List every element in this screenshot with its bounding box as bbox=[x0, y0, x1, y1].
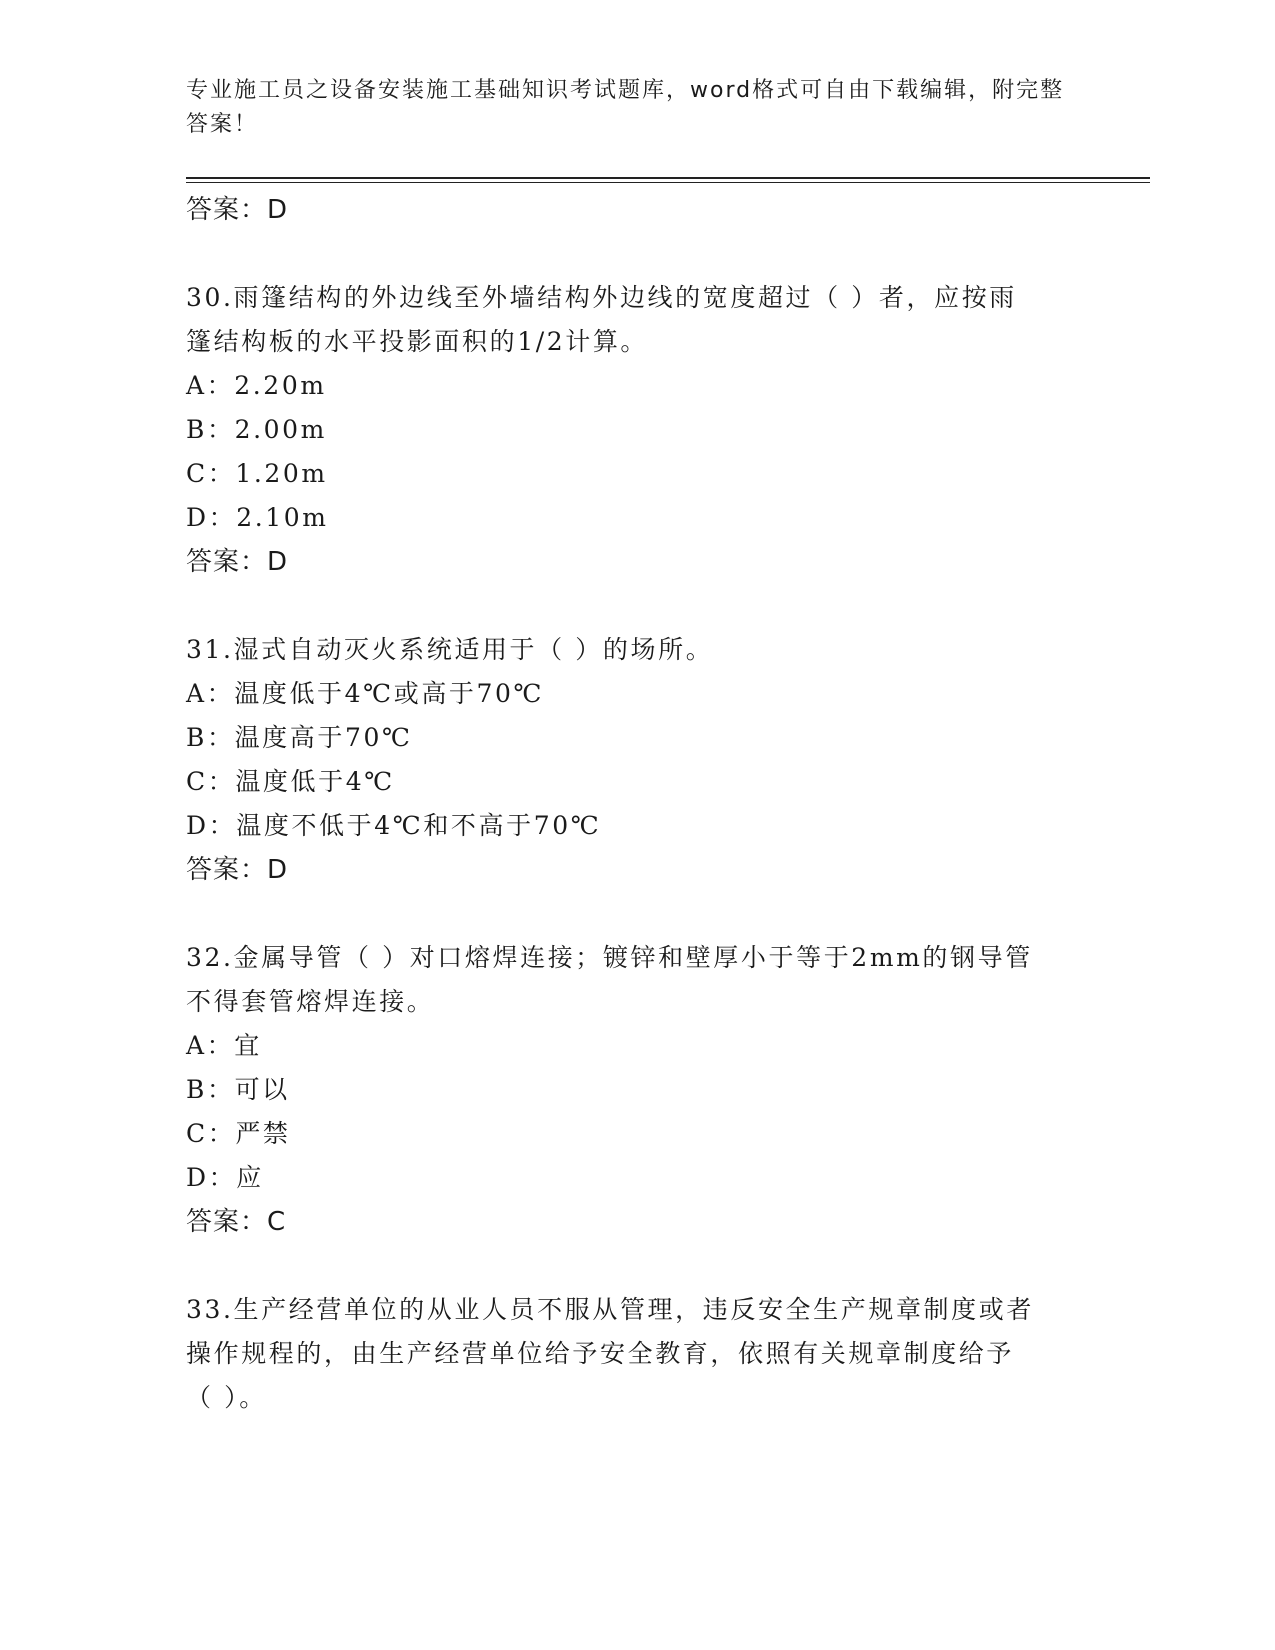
question-33-stem-line-1: 33.生产经营单位的从业人员不服从管理，违反安全生产规章制度或者 bbox=[186, 1295, 1034, 1324]
question-33-stem-line-3: （ ）。 bbox=[186, 1383, 267, 1412]
question-32-stem-line-1: 32.金属导管（ ）对口熔焊连接；镀锌和壁厚小于等于2mm的钢导管 bbox=[186, 943, 1033, 972]
previous-answer: 答案：D bbox=[186, 195, 289, 225]
header-divider-thin bbox=[186, 182, 1150, 183]
question-31-option-c: C：温度低于4℃ bbox=[186, 767, 395, 796]
question-32-stem-line-2: 不得套管熔焊连接。 bbox=[186, 987, 435, 1016]
question-30-answer: 答案：D bbox=[186, 547, 289, 577]
question-33-stem-line-2: 操作规程的，由生产经营单位给予安全教育，依照有关规章制度给予 bbox=[186, 1339, 1015, 1368]
question-30-stem-line-2: 篷结构板的水平投影面积的1/2计算。 bbox=[186, 327, 649, 356]
question-32-option-d: D：应 bbox=[186, 1163, 264, 1192]
question-30-option-c: C：1.20m bbox=[186, 459, 328, 488]
question-31-option-b: B：温度高于70℃ bbox=[186, 723, 413, 752]
question-31-answer: 答案：D bbox=[186, 855, 289, 885]
question-32-answer: 答案：C bbox=[186, 1207, 287, 1237]
question-32-option-c: C：严禁 bbox=[186, 1119, 291, 1148]
question-31-stem-line-1: 31.湿式自动灭火系统适用于（ ）的场所。 bbox=[186, 635, 714, 664]
document-header: 专业施工员之设备安装施工基础知识考试题库，word格式可自由下载编辑，附完整答案！ bbox=[186, 78, 1065, 137]
question-32-option-a: A：宜 bbox=[186, 1031, 262, 1060]
question-30-stem-line-1: 30.雨篷结构的外边线至外墙结构外边线的宽度超过（ ）者，应按雨 bbox=[186, 283, 1017, 312]
question-30-option-b: B：2.00m bbox=[186, 415, 327, 444]
header-divider bbox=[186, 177, 1150, 179]
question-31-option-d: D：温度不低于4℃和不高于70℃ bbox=[186, 811, 602, 840]
question-32-option-b: B：可以 bbox=[186, 1075, 290, 1104]
question-31-option-a: A：温度低于4℃或高于70℃ bbox=[186, 679, 545, 708]
question-30-option-d: D：2.10m bbox=[186, 503, 329, 532]
question-30-option-a: A：2.20m bbox=[186, 371, 327, 400]
